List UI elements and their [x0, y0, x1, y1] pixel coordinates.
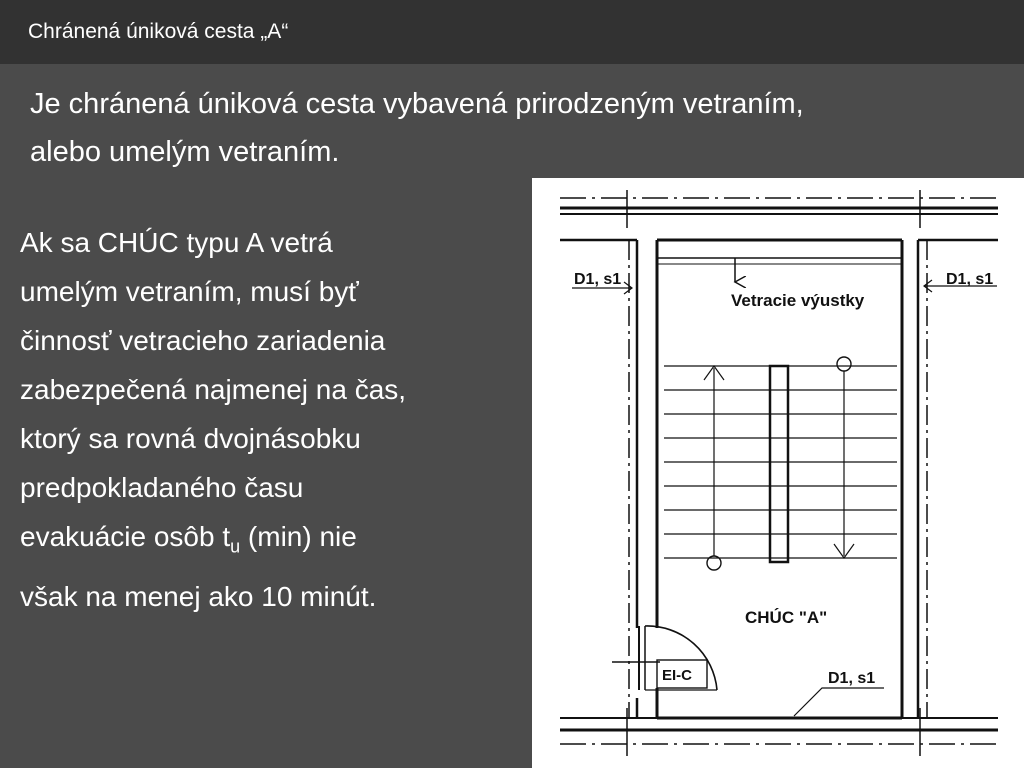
body-line-4: zabezpečená najmenej na čas,: [20, 374, 407, 405]
body-line-7: [20, 512, 520, 572]
body-line-7-text: evakuácie osôb t: [20, 521, 231, 552]
intro-paragraph: [30, 80, 990, 176]
label-space: CHÚC "A": [745, 608, 828, 627]
body-line-6: predpokladaného času: [20, 472, 304, 503]
body-line-5: ktorý sa rovná dvojnásobku: [20, 423, 361, 454]
stair-newel: [770, 366, 788, 562]
bottom-leader: [794, 688, 884, 716]
body-line-8: však na menej ako 10 minút.: [20, 580, 377, 612]
subscript-u: u: [230, 536, 241, 557]
stairwell-drawing: [532, 178, 1024, 768]
walkline-right-start: [837, 357, 851, 371]
label-vents: Vetracie výustky: [731, 291, 865, 310]
stairwell-diagram: [532, 178, 1024, 768]
body-line-7-rest: (min) nie: [240, 521, 357, 552]
label-right-door: D1, s1: [946, 271, 994, 288]
slide-title: Chránená úniková cesta „A“: [28, 20, 289, 43]
body-line-2: umelým vetraním, musí byť: [20, 276, 359, 307]
body-line-3: činnosť vetracieho zariadenia: [20, 325, 386, 356]
intro-line-2: alebo umelým vetraním.: [30, 136, 340, 168]
title-bar: [0, 0, 1024, 64]
intro-line-1: Je chránená úniková cesta vybavená prirodzeným vetraním,: [30, 88, 804, 120]
label-bottom-door: D1, s1: [828, 670, 876, 687]
body-paragraph: [20, 218, 520, 621]
body-line-1: Ak sa CHÚC typu A vetrá: [20, 227, 333, 258]
label-door-class: EI-C: [662, 667, 692, 684]
label-left-door: D1, s1: [574, 271, 622, 288]
